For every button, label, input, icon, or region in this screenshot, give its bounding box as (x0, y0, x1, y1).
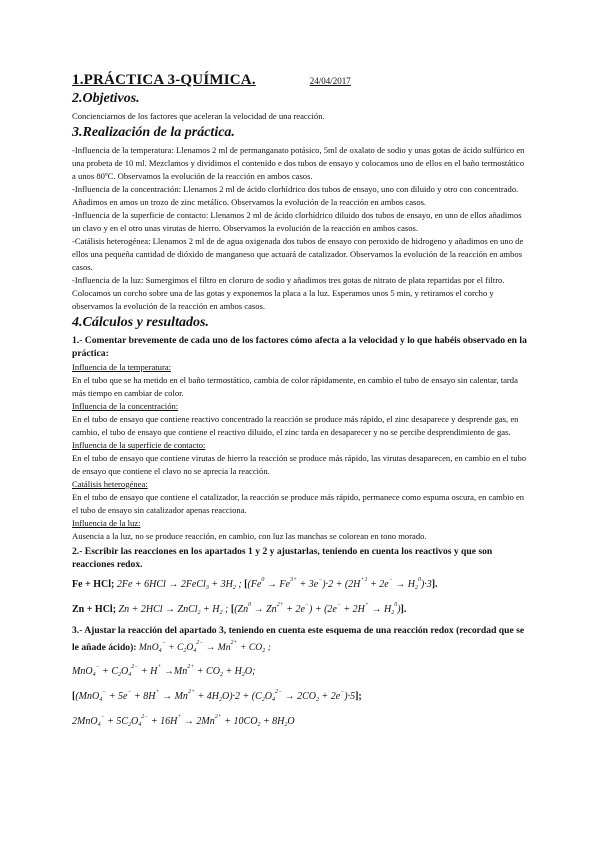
heading-realizacion: 3.Realización de la práctica. (72, 125, 235, 140)
equation-fe-label: Fe + HCl; (72, 579, 115, 590)
result-text: En el tubo que se ha metido en el baño termostático, cambia de color rápidamente, en cambio el tubo de ensayo sin calentar, tarda más tiempo en cambiar de color. (72, 375, 518, 398)
result-text: Ausencia a la luz, no se produce reacción, en cambio, con luz las manchas se colorean en tono morado. (72, 531, 427, 541)
realizacion-paragraph: -Catálisis heterogénea: Llenamos 2 ml de de agua oxigenada dos tubos de ensayo con peroxido de hidrogeno y añadimos en uno de ellos una pequeña cantidad de dióxido de manganeso que actuará de catalizador. Observamos la evolución de la reacción en ambos casos. (72, 236, 524, 272)
equation-mno4-a: $MnO_4^- + C_2O_4^{2-} + H^+ \to Mn^{2+} + CO_2 + H_2O$; (72, 664, 256, 678)
document-page (72, 72, 527, 734)
question-3: 3.- Ajustar la reacción del apartado 3, teniendo en cuenta este esquema de una reacción redox (recordad que se le añade ácido): $MnO_4^- + C_2O_4^{2-} \to Mn^{2+} + CO_2$ ; (72, 625, 525, 654)
result-label: Influencia de la concentración: (72, 401, 179, 411)
heading-objetivos: 2.Objetivos. (72, 91, 140, 106)
result-label: Influencia de la temperatura: (72, 362, 172, 372)
question-3-text: 3.- Ajustar la reacción del apartado 3, teniendo en cuenta este esquema de una reacción redox (recordad que se le añade ácido): (72, 625, 525, 653)
result-label: Catálisis heterogénea: (72, 479, 148, 489)
question-2: 2.- Escribir las reacciones en los apartados 1 y 2 y ajustarlas, teniendo en cuenta los reactivos y que son reacciones redox. (72, 546, 493, 570)
equation-mno4-c: $2MnO_4^- + 5C_2O_4^{2-} + 16H^+ \to 2Mn^{2+} + 10CO_2 + 8H_2O$ (72, 714, 295, 728)
realizacion-paragraph: -Influencia de la concentración: Llenamos 2 ml de ácido clorhídrico dos tubos de ensayo, uno con diluido y otro con concentrado. Añadimos en amos un trozo de zinc metálico. Observamos la evolución de la reacción en ambos casos. (72, 184, 519, 207)
realizacion-paragraph: -Influencia de la luz: Sumergimos el filtro en cloruro de sodio y añadimos tres gotas de nitrato de plata repartidas por el filtro. Colocamos un corcho sobre una de las gotas y exponemos la placa a la luz. Esperamos unos 5 min, y retiramos el corcho y observamos la evolución de la reacción en ambos casos. (72, 275, 505, 311)
realizacion-paragraph: -Influencia de la temperatura: Llenamos 2 ml de permanganato potásico, 5ml de oxalato de sodio y unas gotas de ácido sulfúrico en una probeta de 10 ml. Mezclamos y dividimos el contenido e dos tubos de ensayo y colocamos uno de ellos en el baño termostático a unos 80ºC. Observamos la evolución de la reacción en ambos casos. (72, 145, 525, 181)
equation-fe: Fe + HCl; 2Fe + 6HCl → 2FeCl$_3$ + $3H_2$ ; $[(Fe^0 \to Fe^{3+} + 3e^-)\cdot 2 + (2H^{+1} + 2e^- \to H_2^0)\cdot 3]$. (72, 577, 438, 591)
realizacion-paragraph: -Influencia de la superficie de contacto: Llenamos 2 ml de ácido clorhídrico diluido dos tubos de ensayo, en uno de ellos añadimos un clavo y en el otro unas virutas de hierro. Observamos la evolución de la reacción en ambos casos. (72, 210, 522, 233)
equation-zn: Zn + HCl; Zn + 2HCl → ZnCl$_2$ + $H_2$ ; $[(Zn^0 \to Zn^{2+} + 2e^-) + (2e^- + 2H^+ \to H_2^0)]$. (72, 602, 407, 616)
result-text: En el tubo de ensayo que contiene el catalizador, la reacción se produce más rápido, permanece como espuma oscura, en cambio en el tubo de ensayo sin catalizador apenas reacciona. (72, 492, 525, 515)
question-1: 1.- Comentar brevemente de cada uno de los factores cómo afecta a la velocidad y lo que habéis observado en la práctica: (72, 335, 527, 359)
result-text: En el tubo de ensayo que contiene virutas de hierro la reacción se produce más rápido, las virutas desaparecen, en cambio en el tubo de ensayo que contiene el clavo no se aprecia la reacción. (72, 453, 527, 476)
objetivos-text: Concienciarnos de los factores que aceleran la velocidad de una reacción. (72, 111, 325, 121)
heading-calculos: 4.Cálculos y resultados. (72, 315, 209, 330)
title-row (72, 72, 527, 89)
document-title: 1.PRÁCTICA 3-QUÍMICA. (72, 72, 256, 88)
result-label: Influencia de la superficie de contacto: (72, 440, 206, 450)
result-label: Influencia de la luz: (72, 518, 141, 528)
document-date: 24/04/2017 (309, 76, 351, 86)
result-text: En el tubo de ensayo que contiene reactivo concentrado la reacción se produce más rápido, el zinc desaparece y desprende gas, en cambio, el tubo de ensayo que contiene el reactivo diluido, el zinc tarda en desaparecer y no se percibe desprendimiento de gas. (72, 414, 519, 437)
equation-zn-label: Zn + HCl; (72, 604, 117, 615)
equation-mno4-b: $[(MnO_4^- + 5e^- + 8H^+ \to Mn^{2+} + 4H_2O)\cdot 2 + (C_2O_4^{2-} \to 2CO_2 + 2e^-)\cdot 5]$; (72, 689, 362, 703)
